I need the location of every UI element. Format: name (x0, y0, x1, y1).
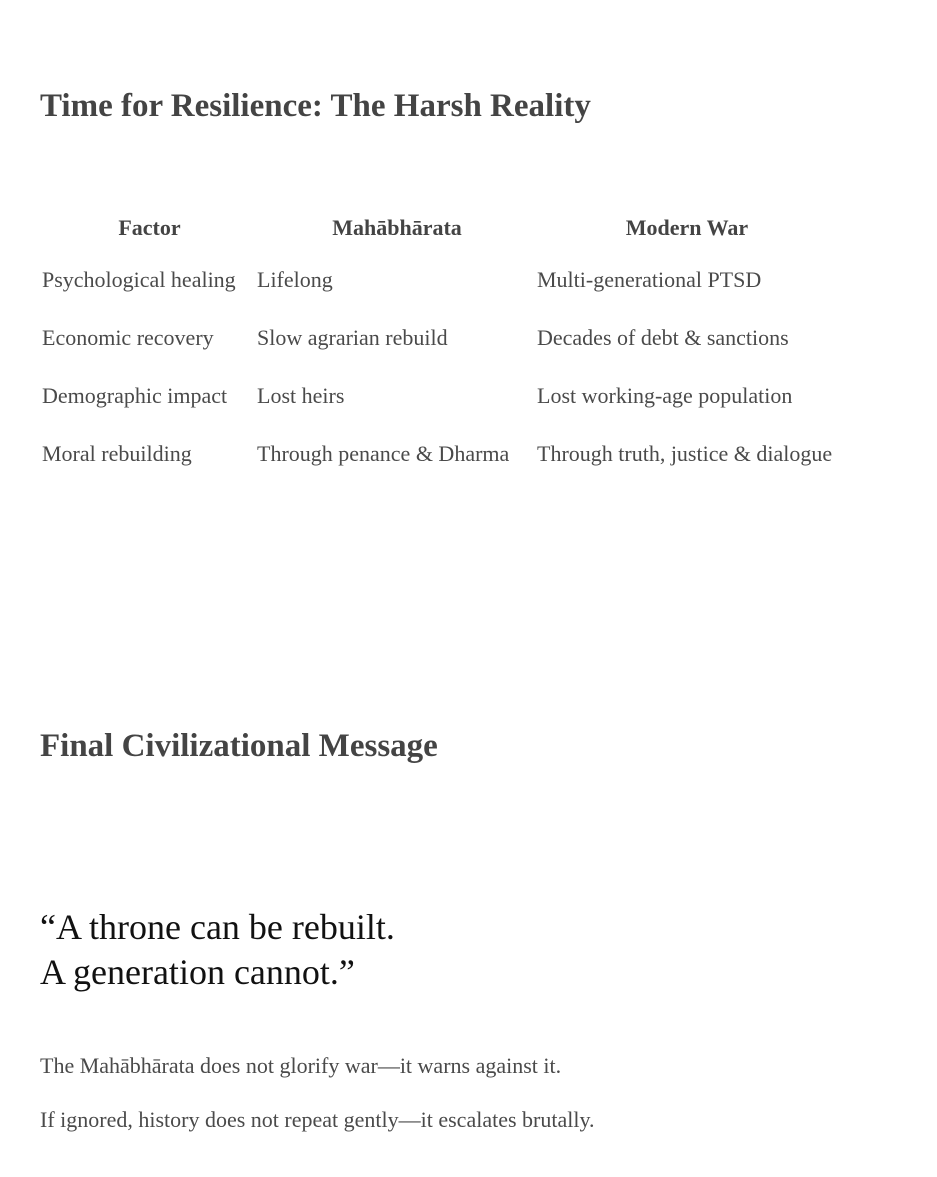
body-paragraph: The Mahābhārata does not glorify war—it warns against it. (40, 1053, 562, 1078)
table-cell-modern-war: Decades of debt & sanctions (537, 325, 789, 350)
column-header-modern-war: Modern War (625, 215, 749, 240)
table-cell-mahabharata: Lifelong (257, 267, 333, 292)
table-cell-factor: Economic recovery (42, 325, 214, 350)
table-cell-mahabharata: Through penance & Dharma (257, 441, 510, 466)
column-header-factor: Factor (118, 215, 181, 240)
comparison-table (42, 205, 837, 497)
table-cell-modern-war: Lost working-age population (537, 383, 793, 408)
table-cell-modern-war: Through truth, justice & dialogue (537, 441, 833, 466)
table-row (42, 265, 837, 323)
column-header-mahabharata: Mahābhārata (332, 215, 462, 240)
table-cell-factor: Demographic impact (42, 383, 228, 408)
quote-line-2: A generation cannot.” (40, 952, 355, 992)
table-cell-mahabharata: Lost heirs (257, 383, 345, 408)
table-row (42, 381, 837, 439)
section-heading-final-message: Final Civilizational Message (40, 728, 438, 764)
table-row (42, 323, 837, 381)
pull-quote (40, 905, 395, 995)
table-cell-mahabharata: Slow agrarian rebuild (257, 325, 448, 350)
table-row (42, 439, 837, 497)
quote-line-1: “A throne can be rebuilt. (40, 907, 395, 947)
table-cell-modern-war: Multi-generational PTSD (537, 267, 762, 292)
body-paragraph: If ignored, history does not repeat gently—it escalates brutally. (40, 1107, 595, 1132)
section-heading-resilience: Time for Resilience: The Harsh Reality (40, 88, 591, 124)
table-header-row (42, 205, 837, 265)
table-cell-factor: Psychological healing (42, 267, 236, 292)
table-cell-factor: Moral rebuilding (42, 441, 192, 466)
